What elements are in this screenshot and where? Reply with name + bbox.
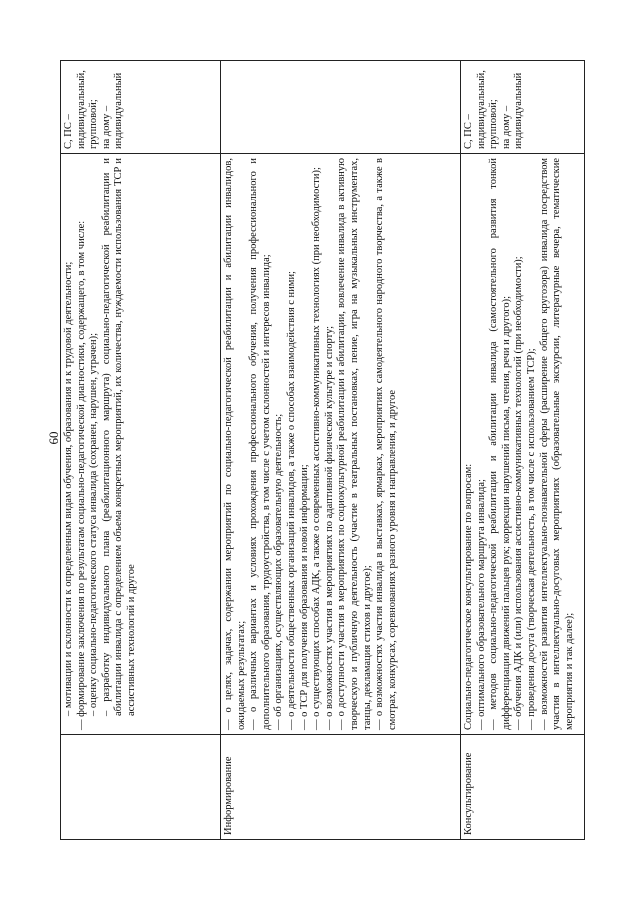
category-cell [61, 735, 221, 840]
form-item: индивидуальный [513, 72, 525, 149]
list-item: Социально-педагогическое консультирование по вопросам: [463, 463, 474, 730]
services-table [60, 60, 585, 840]
forms-cell [461, 61, 585, 154]
form-item: на дому – [500, 105, 512, 149]
list-item: — о возможностях участия инвалида в выставках, ярмарках, мероприятиях самодеятельного народного творчества, а также в смотрах, конкурсах, соревнованиях разного уровня и направления, и другое [374, 158, 398, 730]
list-item: — о доступности участия в мероприятиях по социокультурной реабилитации и абилитации, вовлечение инвалида в активную творческую и публичную деятельность (участие в театральных постановках, пение, игра на музыкальных инструментах, танцы, декламация стихов и другое); [336, 158, 373, 730]
list-item: — методов социально-педагогической реабилитации и абилитации инвалида (самостоятельного развития тонкой дифференциации движений пальцев рук; коррекции нарушений письма, чтения, речи и другого); [488, 158, 512, 730]
list-item: – оценку социально-педагогического статуса инвалида (сохранен, нарушен, утрачен); [88, 332, 100, 716]
forms-cell [221, 61, 461, 154]
form-item: индивидуальный, [75, 70, 87, 149]
form-item: С, ПС – [463, 114, 474, 149]
list-item: — о существующих способах АДК, а также о современных ассистивно-коммуникативных технологиях (при необходимости); [311, 167, 323, 730]
category-cell: Информирование [221, 735, 461, 840]
form-item: групповой; [88, 99, 100, 149]
form-item: индивидуальный, [475, 70, 487, 149]
content-cell [461, 154, 585, 735]
table-row [461, 61, 585, 840]
list-item: — о целях, задачах, содержании мероприятий по социально-педагогической реабилитации и абилитации инвалидов, ожидаемых результатах; [223, 158, 247, 730]
page-number: 60 [46, 431, 61, 445]
content-cell [221, 154, 461, 735]
list-item: — обучения АДК и (или) использования ассистивно-коммуникативных технологий (при необходимости); [513, 256, 525, 730]
list-item: — о возможностях участия в мероприятиях по адаптивной физической культуре и спорту; [323, 325, 335, 730]
list-item: — о ТСР для получения образования и новой информации; [298, 464, 310, 730]
list-item: — о деятельности общественных организаций инвалидов, а также о способах взаимодействия с ними; [285, 271, 297, 730]
form-item: групповой; [488, 99, 500, 149]
form-item: индивидуальный [113, 72, 125, 149]
rotated-table-wrapper [60, 60, 585, 840]
list-item: – мотивации и склонности к определенным видам обучения, образования и к трудовой деятельности; [63, 261, 74, 716]
table-row [61, 61, 221, 840]
category-cell: Консультирование [461, 735, 585, 840]
table-row [221, 61, 461, 840]
forms-cell [61, 61, 221, 154]
list-item: — об организациях, осуществляющих образовательную деятельность; [273, 413, 285, 730]
content-cell [61, 154, 221, 735]
list-item: — возможностей развития интеллектуально-познавательной сферы (расширение общего кругозора) инвалида посредством участия в интеллектуально-досуговых мероприятиях (образовательные экскурсии, литературные вечера, тематические мероприятия и так далее); [538, 158, 575, 730]
list-item: — формирование заключения по результатам социально-педагогической диагностики, содержащего, в том числе: [75, 220, 87, 730]
list-item: — о различных вариантах и условиях прохождения профессионального обучения, получения профессионального и дополнительного образования, трудоустройства, в том числе с учетом склонностей и интересов инвалида; [248, 158, 272, 730]
list-item: — проведения досуга (творческая деятельность, в том числе с использованием ТСР); [525, 348, 537, 730]
list-item: — оптимального образовательного маршрута инвалида; [475, 479, 487, 730]
list-item: – разработку индивидуального плана (реабилитационного маршрута) социально-педагогической реабилитации и абилитации инвалида с определением объема конкретных мероприятий, их количества, нуждаемости использования ТСР и ассистивных технологий и другое [100, 158, 137, 716]
form-item: С, ПС – [63, 114, 74, 149]
form-item: на дому – [100, 105, 112, 149]
